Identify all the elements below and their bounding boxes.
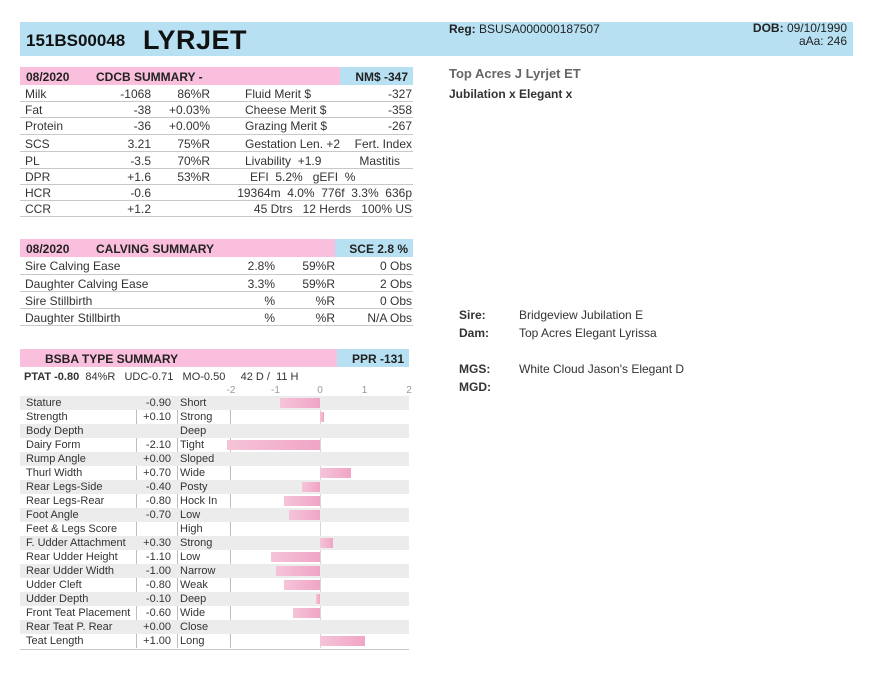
scale-tick-label: 1 (361, 385, 368, 396)
type-trait-value: +0.00 (143, 453, 171, 465)
type-trait-name: Foot Angle (26, 509, 79, 521)
row-divider (20, 291, 413, 292)
type-trait-bar (271, 552, 320, 562)
animal-parents: Jubilation x Elegant x (449, 87, 573, 101)
registration (449, 22, 600, 36)
cdcb-index-name: Cheese Merit $ (245, 103, 327, 117)
calving-date: 08/2020 (26, 242, 70, 256)
cdcb-value: -3.5 (130, 154, 151, 168)
type-trait-row (20, 634, 409, 648)
calving-obs: 0 Obs (379, 294, 412, 308)
type-trait-bar (316, 594, 320, 604)
cdcb-trait: Protein (25, 119, 64, 133)
mgd-label: MGD: (459, 380, 491, 394)
type-trait-name: F. Udder Attachment (26, 537, 126, 549)
calving-rel: 59%R (302, 277, 335, 291)
type-trait-row (20, 396, 409, 410)
cdcb-index-value: -358 (387, 103, 412, 117)
cdcb-rel: 53%R (177, 170, 210, 184)
calving-obs: 2 Obs (379, 277, 412, 291)
row-divider (20, 168, 413, 169)
type-trait-value: +1.00 (143, 635, 171, 647)
type-ppr-index: PPR -131 (351, 352, 404, 366)
type-trait-name: Thurl Width (26, 467, 83, 479)
type-trait-descriptor: Weak (180, 579, 208, 591)
type-trait-name: Rear Udder Width (26, 565, 115, 577)
scale-tick-label: 0 (317, 385, 323, 396)
type-trait-bar (289, 510, 320, 520)
cdcb-date: 08/2020 (26, 70, 70, 84)
type-trait-name: Udder Depth (26, 593, 89, 605)
type-stats-line (24, 371, 299, 383)
reg-value: BSUSA000000187507 (479, 22, 600, 36)
type-trait-row (20, 480, 409, 494)
type-trait-name: Rear Legs-Side (26, 481, 103, 493)
type-trait-value: -1.00 (145, 565, 171, 577)
cdcb-index-value: -327 (387, 87, 412, 101)
scale-tick-label: -2 (226, 385, 236, 396)
cdcb-trait: CCR (25, 202, 51, 216)
type-trait-row (20, 424, 409, 438)
type-trait-row (20, 494, 409, 508)
type-trait-bar (302, 482, 320, 492)
animal-short-name: LYRJET (143, 25, 248, 55)
cdcb-rel: +0.03% (168, 103, 210, 117)
cdcb-rel: +0.00% (168, 119, 210, 133)
type-trait-row (20, 564, 409, 578)
calving-rel: 59%R (302, 259, 335, 273)
cdcb-production-records: 19364m 4.0% 776f 3.3% 636p (237, 186, 412, 200)
type-trait-value: -2.10 (145, 439, 171, 451)
cdcb-value: 3.21 (127, 137, 151, 151)
row-divider (20, 274, 413, 275)
type-trait-row (20, 536, 409, 550)
sire-value: Bridgeview Jubilation E (519, 308, 644, 322)
animal-id: 151BS00048 (26, 31, 126, 50)
calving-value: 3.3% (247, 277, 275, 291)
row-divider (20, 216, 413, 217)
type-trait-descriptor: High (180, 523, 203, 535)
type-trait-descriptor: Low (180, 551, 201, 563)
type-title: BSBA TYPE SUMMARY (45, 352, 179, 366)
cdcb-index-value: Mastitis (359, 154, 400, 168)
type-trait-value: +0.70 (143, 467, 171, 479)
type-trait-name: Teat Length (26, 635, 84, 647)
type-stats: 84%R UDC-0.71 MO-0.50 42 D / 11 H (85, 371, 299, 383)
type-trait-value: +0.00 (143, 621, 171, 633)
type-trait-row (20, 522, 409, 536)
type-trait-bar (227, 440, 320, 450)
row-divider (20, 101, 413, 102)
type-trait-row (20, 410, 409, 424)
dam-label: Dam: (459, 326, 490, 340)
scale-tick-label: 2 (406, 385, 412, 396)
cdcb-index-name: Fluid Merit $ (245, 87, 312, 101)
row-divider (20, 308, 413, 309)
type-trait-bar (280, 398, 320, 408)
cdcb-nm-index: NM$ -347 (355, 70, 408, 84)
cdcb-title: CDCB SUMMARY - (96, 70, 203, 84)
cdcb-trait: PL (25, 154, 40, 168)
type-trait-value: -0.10 (145, 593, 171, 605)
calving-rel: %R (315, 294, 335, 308)
cdcb-trait: Milk (25, 87, 47, 101)
type-trait-value: -0.80 (145, 495, 171, 507)
type-trait-descriptor: Deep (180, 593, 207, 605)
type-trait-descriptor: Sloped (180, 453, 215, 465)
calving-trait: Daughter Calving Ease (25, 277, 149, 291)
animal-full-name: Top Acres J Lyrjet ET (449, 66, 581, 81)
cdcb-index-name: Livability +1.9 (245, 154, 322, 168)
type-trait-descriptor: Strong (180, 411, 213, 423)
calving-trait: Sire Stillbirth (25, 294, 93, 308)
mgs-label: MGS: (459, 362, 491, 376)
calving-rel: %R (315, 311, 335, 325)
row-divider (20, 117, 413, 118)
cdcb-rel: 86%R (177, 87, 210, 101)
header-bar (20, 22, 853, 56)
type-trait-bar (320, 636, 365, 646)
ptat-value: PTAT -0.80 (24, 371, 80, 383)
type-trait-value: -0.40 (145, 481, 171, 493)
type-trait-descriptor: Posty (180, 481, 208, 493)
calving-trait: Sire Calving Ease (25, 259, 121, 273)
cdcb-trait: DPR (25, 170, 51, 184)
cdcb-rel: 70%R (177, 154, 210, 168)
cdcb-index-value: Fert. Index (354, 137, 412, 151)
cdcb-index-name: Gestation Len. +2 (245, 137, 341, 151)
type-trait-descriptor: Wide (180, 467, 206, 479)
type-trait-name: Feet & Legs Score (26, 523, 118, 535)
calving-sce-index: SCE 2.8 % (349, 242, 408, 256)
type-trait-row (20, 550, 409, 564)
type-table-bottom-border (20, 649, 409, 650)
type-trait-bar (293, 608, 320, 618)
cdcb-efi: EFI 5.2% gEFI % (250, 170, 356, 184)
type-trait-value: -0.90 (145, 397, 171, 409)
dam-value: Top Acres Elegant Lyrissa (519, 326, 657, 340)
type-trait-value: -0.60 (145, 607, 171, 619)
cdcb-index-name: Grazing Merit $ (245, 119, 328, 133)
type-trait-bar (320, 468, 351, 478)
type-trait-bar (320, 538, 333, 548)
type-trait-row (20, 592, 409, 606)
type-trait-name: Stature (26, 397, 62, 409)
type-trait-value: -0.80 (145, 579, 171, 591)
type-trait-name: Dairy Form (26, 439, 81, 451)
type-trait-name: Rear Udder Height (26, 551, 118, 563)
dob-label: DOB: (752, 21, 784, 35)
aaa-code: aAa: 246 (798, 34, 847, 48)
reg-label: Reg: (449, 22, 476, 36)
type-trait-descriptor: Long (180, 635, 205, 647)
type-trait-name: Rear Legs-Rear (26, 495, 105, 507)
row-divider (20, 184, 413, 185)
cdcb-rel: 75%R (177, 137, 210, 151)
type-trait-descriptor: Narrow (180, 565, 216, 577)
type-trait-name: Rear Teat P. Rear (26, 621, 113, 633)
type-trait-descriptor: Tight (180, 439, 205, 451)
calving-obs: N/A Obs (367, 311, 412, 325)
type-trait-descriptor: Close (180, 621, 209, 633)
type-trait-row (20, 452, 409, 466)
calving-trait: Daughter Stillbirth (25, 311, 121, 325)
type-trait-descriptor: Strong (180, 537, 213, 549)
type-trait-descriptor: Low (180, 509, 201, 521)
cdcb-value: -38 (133, 103, 151, 117)
type-trait-name: Front Teat Placement (26, 607, 131, 619)
type-trait-bar (284, 580, 320, 590)
calving-value: 2.8% (247, 259, 275, 273)
cdcb-value: -36 (133, 119, 151, 133)
dob-value: 09/10/1990 (786, 21, 847, 35)
sire-label: Sire: (459, 308, 486, 322)
row-divider (20, 200, 413, 201)
cdcb-trait: Fat (25, 103, 43, 117)
calving-value: % (264, 311, 275, 325)
type-trait-name: Udder Cleft (26, 579, 82, 591)
cdcb-daughter-herds: 45 Dtrs 12 Herds 100% US (253, 202, 412, 216)
type-trait-row (20, 578, 409, 592)
type-trait-bar (284, 496, 320, 506)
type-trait-name: Rump Angle (26, 453, 86, 465)
type-trait-value: -1.10 (145, 551, 171, 563)
cdcb-value: -1068 (120, 87, 151, 101)
type-trait-name: Strength (26, 411, 68, 423)
type-trait-row (20, 620, 409, 634)
scale-tick-label: -1 (271, 385, 280, 396)
type-trait-name: Body Depth (26, 425, 84, 437)
type-trait-descriptor: Wide (180, 607, 206, 619)
type-trait-descriptor: Short (180, 397, 207, 409)
cdcb-trait: HCR (25, 186, 51, 200)
mgs-value: White Cloud Jason's Elegant D (519, 362, 685, 376)
calving-title: CALVING SUMMARY (96, 242, 214, 256)
type-trait-descriptor: Deep (180, 425, 207, 437)
row-divider (20, 325, 413, 326)
cdcb-value: -0.6 (130, 186, 151, 200)
type-trait-bar (320, 412, 324, 422)
type-trait-row (20, 466, 409, 480)
type-trait-value: -0.70 (145, 509, 171, 521)
type-trait-descriptor: Hock In (180, 495, 218, 507)
type-trait-row (20, 508, 409, 522)
type-trait-row (20, 438, 409, 452)
type-trait-bar (276, 566, 321, 576)
type-trait-value: +0.10 (143, 411, 171, 423)
type-trait-row (20, 606, 409, 620)
cdcb-value: +1.2 (127, 202, 151, 216)
calving-obs: 0 Obs (379, 259, 412, 273)
type-trait-value: +0.30 (143, 537, 171, 549)
dob-block (753, 22, 847, 48)
calving-value: % (264, 294, 275, 308)
cdcb-value: +1.6 (127, 170, 151, 184)
row-divider (20, 151, 413, 152)
cdcb-index-value: -267 (387, 119, 412, 133)
row-divider (20, 134, 413, 135)
cdcb-trait: SCS (25, 137, 50, 151)
